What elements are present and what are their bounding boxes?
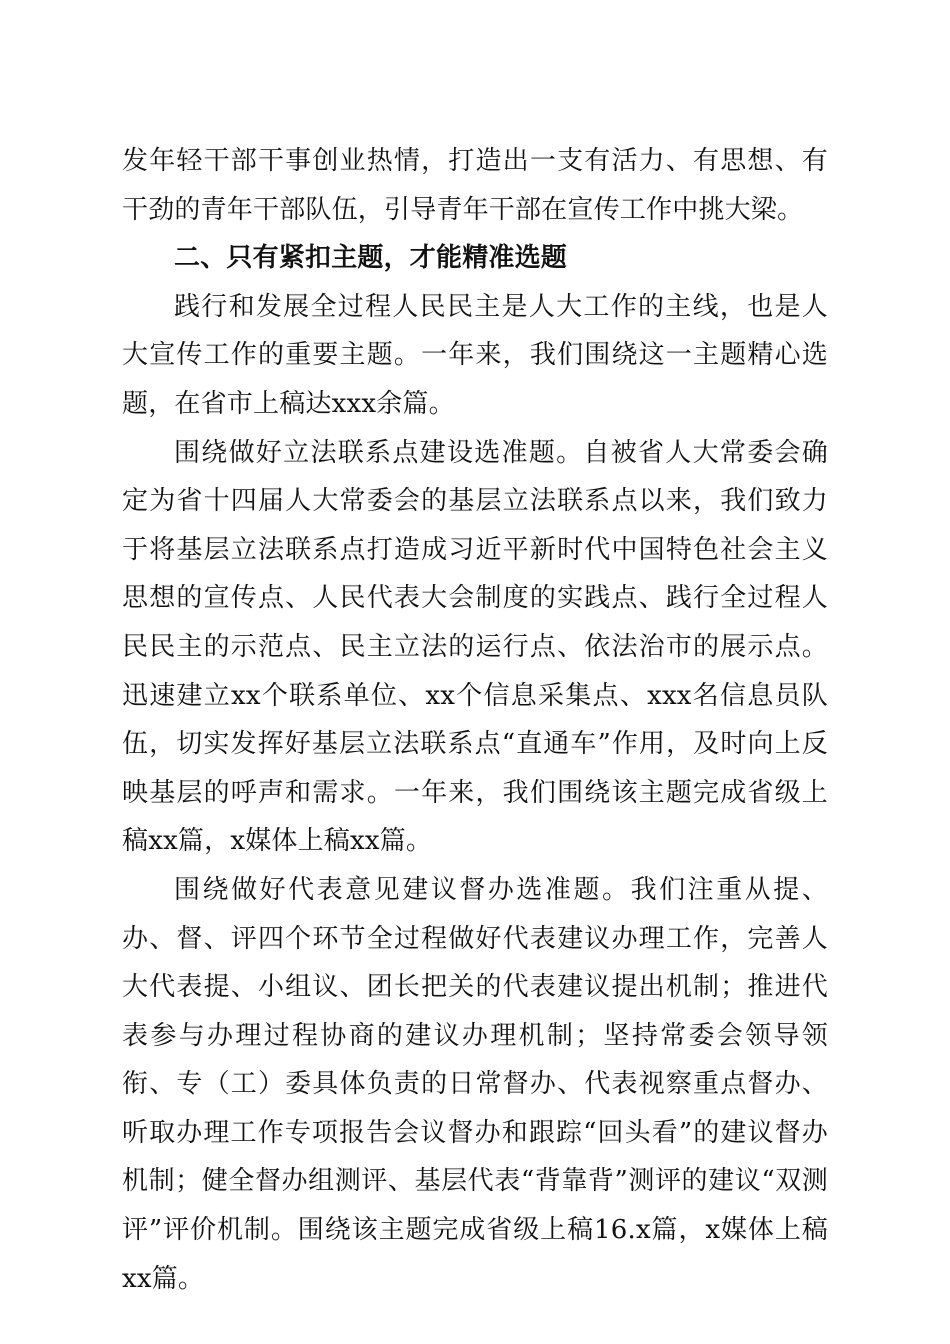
paragraph-theme-intro: 践行和发展全过程人民民主是人大工作的主线，也是人大宣传工作的重要主题。一年来，我们围绕这一主题精心选题，在省市上稿达xxx余篇。 bbox=[122, 291, 828, 419]
continuation-paragraph: 发年轻干部干事创业热情，打造出一支有活力、有思想、有干劲的青年干部队伍，引导青年干部在宣传工作中挑大梁。 bbox=[122, 146, 828, 225]
paragraph-legislative-contact-point: 围绕做好立法联系点建设选准题。自被省人大常委会确定为省十四届人大常委会的基层立法联系点以来，我们致力于将基层立法联系点打造成习近平新时代中国特色社会主义思想的宣传点、人民代表大会制度的实践点、践行全过程人民民主的示范点、民主立法的运行点、依法治市的展示点。迅速建立xx个联系单位、xx个信息采集点、xxx名信息员队伍，切实发挥好基层立法联系点“直通车”作用，及时向上反映基层的呼声和需求。一年来，我们围绕该主题完成省级上稿xx篇，x媒体上稿xx篇。 bbox=[122, 437, 828, 857]
section-heading: 二、只有紧扣主题，才能精准选题 bbox=[174, 243, 568, 274]
document-body bbox=[122, 137, 828, 1303]
paragraph-deputy-suggestions: 围绕做好代表意见建议督办选准题。我们注重从提、办、督、评四个环节全过程做好代表建议办理工作，完善人大代表提、小组议、团长把关的代表建议提出机制；推进代表参与办理过程协商的建议办理机制；坚持常委会领导领衔、专（工）委具体负责的日常督办、代表视察重点督办、听取办理工作专项报告会议督办和跟踪“回头看”的建议督办机制；健全督办组测评、基层代表“背靠背”测评的建议“双测评”评价机制。围绕该主题完成省级上稿16.x篇，x媒体上稿xx篇。 bbox=[122, 874, 828, 1294]
